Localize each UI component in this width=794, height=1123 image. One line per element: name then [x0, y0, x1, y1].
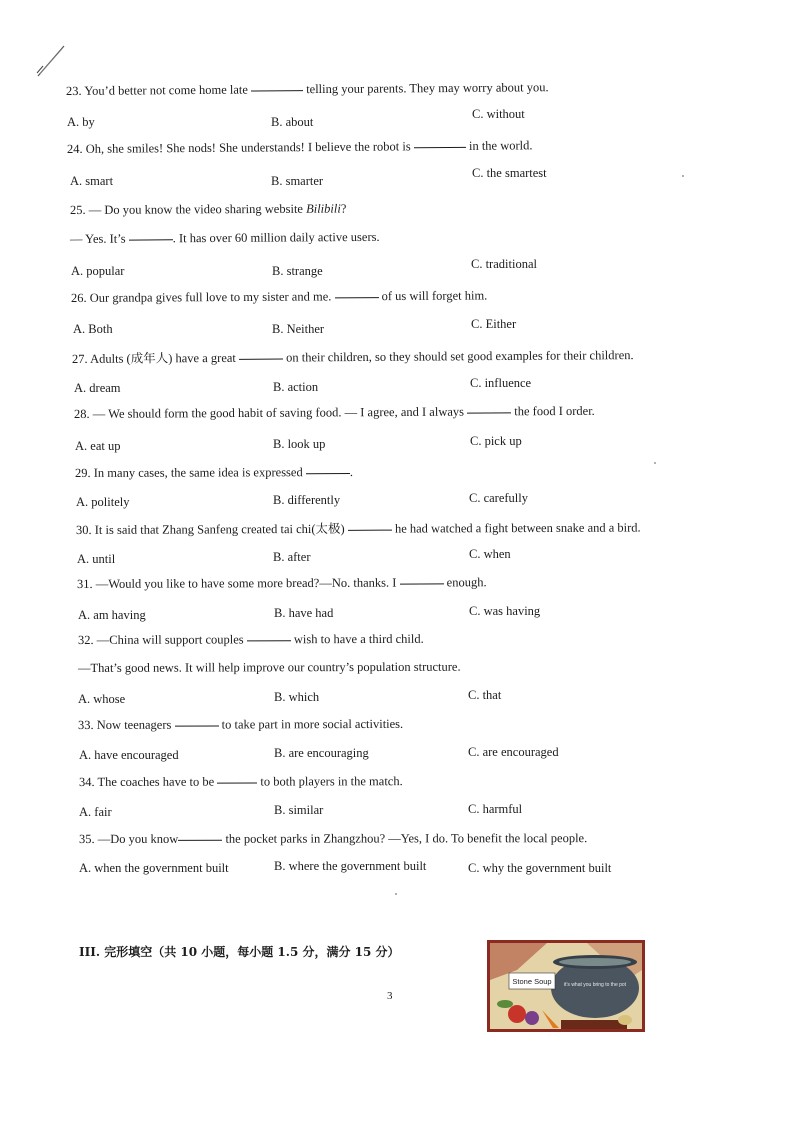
question-text: on their children, so they should set good examples for their children.: [286, 348, 634, 365]
option-c: C. carefully: [469, 491, 529, 505]
option-a: A. fair: [79, 805, 112, 819]
website-name: Bilibili: [306, 201, 341, 216]
answer-blank: [174, 725, 218, 727]
answer-blank: [467, 411, 511, 413]
question-number: 31.: [76, 576, 93, 591]
question-text: The coaches have to be: [97, 774, 215, 789]
question-text: —China will support couples: [96, 632, 244, 647]
option-c: C. harmful: [468, 802, 523, 816]
option-a: A. dream: [74, 381, 121, 395]
question-30: [76, 518, 641, 538]
question-text: In many cases, the same idea is expressed: [93, 465, 303, 480]
option-a: A. popular: [71, 264, 125, 278]
question-33: [78, 717, 403, 733]
question-23: [66, 80, 549, 99]
option-b: B. action: [273, 380, 319, 394]
option-a: A. whose: [78, 692, 126, 706]
option-b: B. have had: [274, 606, 334, 620]
option-c: C. when: [469, 547, 511, 561]
question-text: of us will forget him.: [381, 288, 488, 304]
option-b: B. are encouraging: [274, 746, 369, 760]
question-32-response-line: [78, 660, 461, 676]
question-number: 29.: [74, 465, 91, 480]
question-text: You’d better not come home late: [84, 82, 248, 98]
option-b: B. which: [274, 690, 320, 704]
question-35: [79, 831, 587, 847]
option-c: C. was having: [469, 604, 541, 618]
pen-mark-icon: [34, 40, 74, 80]
illustration-title: Stone Soup: [512, 977, 552, 986]
dialogue-text: — Yes. It’s: [69, 231, 126, 246]
question-number: 35.: [78, 831, 95, 846]
option-c: C. that: [468, 688, 502, 702]
question-text: he had watched a fight between snake and a bird.: [394, 520, 641, 536]
question-34: [79, 774, 403, 790]
answer-blank: [306, 472, 350, 474]
question-number: 23.: [65, 83, 82, 98]
option-b: B. strange: [272, 264, 323, 278]
question-text: the pocket parks in Zhangzhou? —Yes, I do. To benefit the local people.: [225, 831, 588, 846]
option-b: B. after: [273, 550, 311, 564]
answer-blank: [348, 529, 392, 531]
question-number: 28.: [73, 406, 90, 421]
question-text: in the world.: [468, 138, 533, 153]
question-text: — We should form the good habit of saving food. — I agree, and I always: [92, 404, 465, 421]
option-a: A. smart: [70, 174, 114, 188]
answer-blank: [178, 839, 222, 841]
question-27: [72, 345, 634, 367]
question-25-answer-line: [70, 230, 380, 247]
question-text: —Would you like to have some more bread?—No. thanks. I: [95, 575, 397, 591]
question-text: Our grandpa gives full love to my sister and me.: [89, 289, 332, 305]
dialogue-text: —That’s good news. It will help improve our country’s population structure.: [77, 659, 461, 675]
answer-blank: [129, 238, 173, 240]
option-a: A. am having: [78, 608, 146, 622]
illustration-caption: it’s what you bring to the pot: [563, 982, 627, 988]
answer-blank: [217, 782, 257, 784]
option-a: A. by: [67, 115, 95, 129]
answer-blank: [239, 358, 283, 360]
option-a: A. Both: [73, 322, 113, 336]
option-b: B. differently: [273, 493, 341, 507]
option-b: B. look up: [273, 437, 326, 451]
question-number: 26.: [70, 290, 87, 305]
option-c: C. why the government built: [468, 861, 612, 875]
answer-blank: [251, 89, 303, 91]
question-29: [75, 465, 353, 481]
option-b: B. similar: [274, 803, 324, 817]
question-number: 27.: [71, 351, 88, 366]
section-heading: III. 完形填空（共 10 小题，每小题 1.5 分，满分 15 分）: [79, 945, 400, 959]
question-number: 25.: [69, 202, 86, 217]
option-c: C. traditional: [471, 257, 537, 271]
option-c: C. Either: [471, 317, 517, 331]
answer-blank: [400, 582, 444, 584]
answer-blank: [414, 146, 466, 148]
scan-speck: [682, 175, 684, 177]
question-number: 33.: [77, 717, 94, 732]
option-c: C. influence: [470, 376, 532, 390]
question-text: Oh, she smiles! She nods! She understands! I believe the robot is: [85, 139, 411, 156]
option-b: B. about: [271, 115, 314, 129]
question-26: [71, 288, 487, 306]
option-b: B. smarter: [271, 174, 324, 188]
answer-blank: [247, 639, 291, 641]
question-number: 32.: [77, 632, 94, 647]
option-a: A. when the government built: [79, 861, 229, 875]
option-b: B. where the government built: [274, 859, 427, 873]
question-28: [74, 404, 595, 422]
scan-speck: [395, 893, 397, 895]
dialogue-text: . It has over 60 million daily active users.: [172, 229, 380, 246]
question-24: [67, 138, 533, 157]
option-a: A. until: [77, 552, 116, 566]
option-c: C. are encouraged: [468, 745, 559, 759]
question-text: to both players in the match.: [260, 774, 403, 789]
question-text: to take part in more social activities.: [221, 716, 404, 732]
option-c: C. the smartest: [472, 166, 547, 180]
question-text: — Do you know the video sharing website: [88, 201, 303, 217]
question-31: [77, 575, 487, 592]
option-a: A. have encouraged: [79, 748, 179, 762]
question-25: [70, 202, 346, 218]
question-text: It is said that Zhang Sanfeng created tai chi(太极): [94, 521, 345, 537]
option-a: A. politely: [76, 495, 130, 509]
question-text: .: [349, 465, 353, 480]
question-text: Now teenagers: [96, 717, 172, 732]
question-number: 24.: [66, 141, 83, 156]
option-a: A. eat up: [75, 439, 121, 453]
stone-soup-illustration: [487, 940, 645, 1032]
page-number: 3: [387, 990, 393, 1002]
answer-blank: [334, 296, 378, 298]
question-32: [78, 632, 424, 648]
scan-speck: [654, 462, 656, 464]
question-text: enough.: [446, 575, 487, 590]
question-text: wish to have a third child.: [293, 631, 424, 647]
question-text: telling your parents. They may worry about you.: [306, 80, 549, 97]
question-text: Adults (成年人) have a great: [90, 350, 236, 366]
option-c: C. pick up: [470, 434, 522, 448]
question-number: 34.: [78, 774, 95, 789]
question-text: —Do you know: [97, 831, 179, 846]
option-c: C. without: [472, 107, 525, 121]
question-number: 30.: [75, 522, 92, 537]
question-text: the food I order.: [514, 403, 595, 419]
question-text: ?: [340, 201, 347, 216]
option-b: B. Neither: [272, 322, 325, 336]
